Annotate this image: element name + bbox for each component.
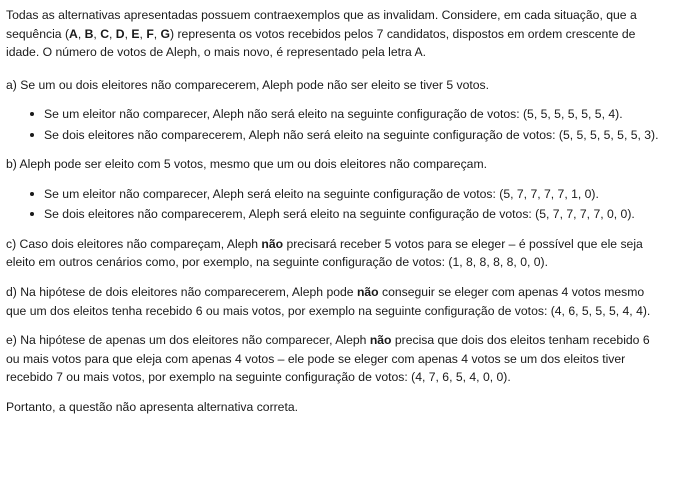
alternative-a-text: a) Se um ou dois eleitores não comparecerem, Aleph pode não ser eleito se tiver 5 votos. <box>6 77 490 92</box>
alternative-e-part1: e) Na hipótese de apenas um dos eleitores não comparecer, Aleph <box>6 333 370 348</box>
alternative-c-text <box>6 235 666 272</box>
alternative-e-part2: precisa que dois dos eleitos tenham recebido 6 ou mais votos para que eleja com apenas 4 votos – ele pode se eleger com apenas 4 votos se um dos eleitos tiver recebido 7 ou mais votos, por exemplo na seguinte configuração de votos: (4, 7, 6, 5, 4, 0, 0). <box>6 333 650 385</box>
intro-paragraph: Todas as alternativas apresentadas possuem contraexemplos que as invalidam. Considere, em cada situação, que a sequência (A, B, C, D, E, F, G) representa os votos recebidos pelos 7 candidatos, dispostos em ordem crescente de idade. O número de votos de Aleph, o mais novo, é representado pela letra A. <box>6 8 637 60</box>
conclusion-text: Portanto, a questão não apresenta alternativa correta. <box>6 399 299 414</box>
alternative-c-part2: precisará receber 5 votos para se eleger – é possível que ele seja eleito em outros cenários como, por exemplo, na seguinte configuração de votos: (1, 8, 8, 8, 8, 0, 0). <box>6 236 643 270</box>
alternative-b-text: b) Aleph pode ser eleito com 5 votos, mesmo que um ou dois eleitores não compareçam. <box>6 157 487 172</box>
intro-text-part2: ) representa os votos recebidos pelos 7 candidatos, dispostos em ordem crescente de idade. O número de votos de Aleph, o mais novo, é representado pela letra A. <box>6 26 636 60</box>
alternative-e-bold: não <box>369 333 392 348</box>
alternative-c-bold: não <box>261 236 284 251</box>
alternative-b-bullets <box>6 185 666 224</box>
alternative-d-text <box>6 283 666 320</box>
alternative-a-bullets <box>6 105 666 144</box>
alternative-e-text <box>6 331 666 387</box>
sequence-letters: A <box>69 26 78 41</box>
alternative-d-part2: conseguir se eleger com apenas 4 votos mesmo que um dos eleitos tenha recebido 6 ou mais votos, por exemplo na seguinte configuração de votos: (4, 6, 5, 5, 5, 4, 4). <box>6 285 651 318</box>
alternative-d-part1: d) Na hipótese de dois eleitores não comparecerem, Aleph pode <box>6 285 357 300</box>
list-item: Se dois eleitores não comparecerem, Aleph não será eleito na seguinte configuração de votos: (5, 5, 5, 5, 5, 5, 3). <box>44 126 666 145</box>
list-item: Se um eleitor não comparecer, Aleph será eleito na seguinte configuração de votos: (5, 7, 7, 7, 7, 1, 0). <box>44 185 666 204</box>
alternative-d-bold: não <box>356 285 379 300</box>
list-item: Se um eleitor não comparecer, Aleph não será eleito na seguinte configuração de votos: (5, 5, 5, 5, 5, 5, 4). <box>44 105 666 124</box>
list-item: Se dois eleitores não comparecerem, Aleph será eleito na seguinte configuração de votos: (5, 7, 7, 7, 7, 0, 0). <box>44 205 666 224</box>
intro-text-part1: Todas as alternativas apresentadas possuem contraexemplos que as invalidam. Considere, em cada situação, que a sequência ( <box>6 8 637 41</box>
alternative-c-part1: c) Caso dois eleitores não compareçam, Aleph <box>6 236 262 251</box>
